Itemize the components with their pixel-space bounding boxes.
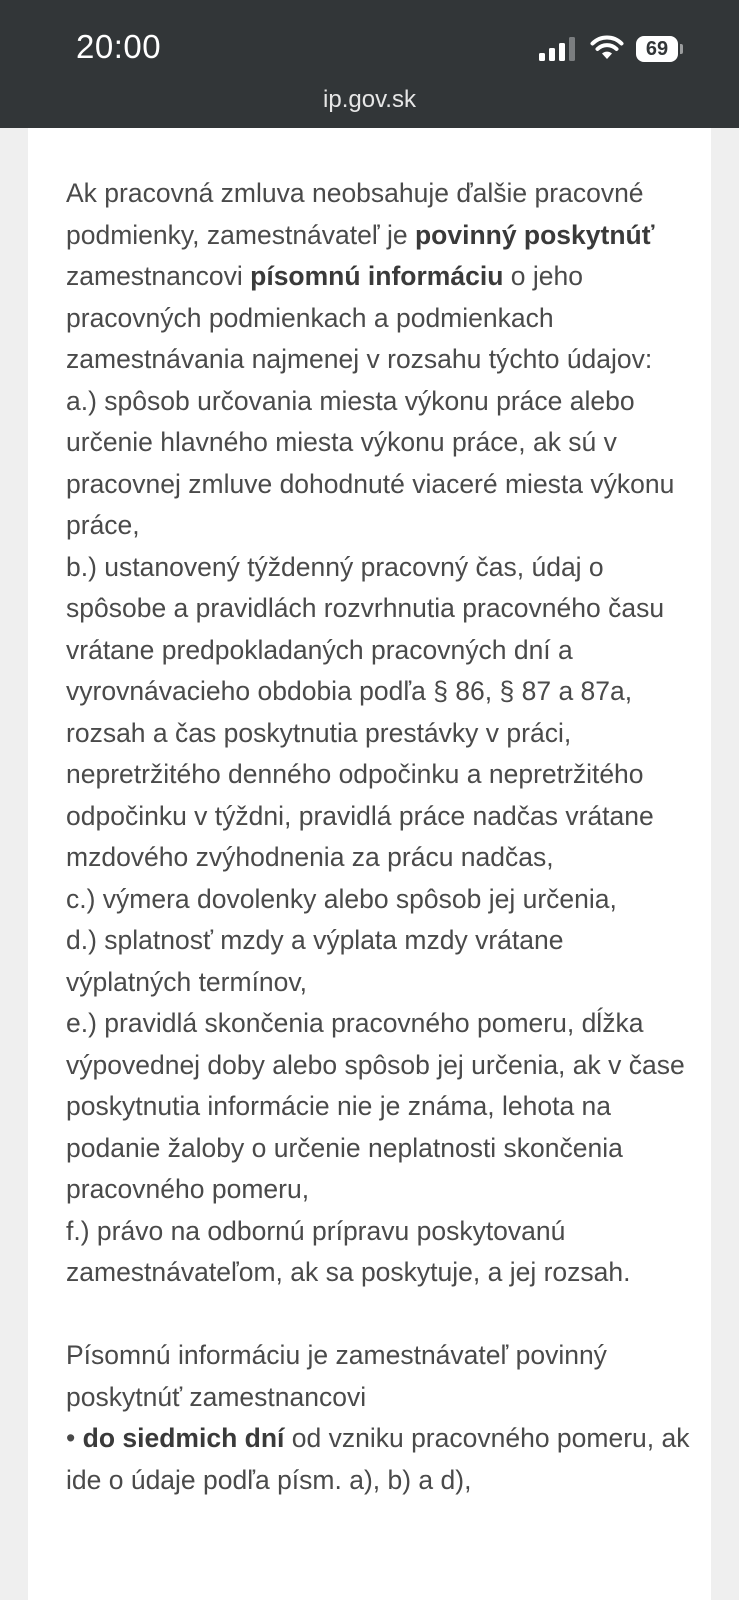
bold-written-info: písomnú informáciu: [250, 261, 504, 291]
bullet-item: • do siedmich dní od vzniku pracovného pomeru, ak ide o údaje podľa písm. a), b) a d),: [66, 1423, 690, 1495]
bold-deadline: do siedmich dní: [82, 1423, 285, 1453]
clock: 20:00: [76, 28, 162, 65]
article-card: [28, 128, 711, 1600]
address-bar-url[interactable]: ip.gov.sk: [323, 86, 416, 113]
bullet-marker: •: [66, 1423, 76, 1453]
list-item-c: c.) výmera dovolenky alebo spôsob jej určenia,: [66, 883, 617, 914]
status-bar: [0, 0, 739, 128]
list-item-f: f.) právo na odbornú prípravu poskytovanú zamestnávateľom, ak sa poskytuje, a jej rozsah.: [66, 1215, 631, 1287]
intro-paragraph: Ak pracovná zmluva neobsahuje ďalšie pracovné podmienky, zamestnávateľ je povinný poskytnúť zamestnancovi písomnú informáciu o jeho pracovných podmienkach a podmienkach zamestnávania najmenej v rozsahu týchto údajov:: [66, 178, 655, 374]
list-item-b: b.) ustanovený týždenný pracovný čas, údaj o spôsobe a pravidlách rozvrhnutia pracovného času vrátane predpokladaných pracovných dní a vyrovnávacieho obdobia podľa § 86, § 87 a 87a, rozsah a čas poskytnutia prestávky v práci, nepretržitého denného odpočinku a nepretržitého odpočinku v týždni, pravidlá práce nadčas vrátane mzdového zvýhodnenia za prácu nadčas,: [66, 551, 665, 872]
battery-icon: [636, 36, 682, 62]
list-item-e: e.) pravidlá skončenia pracovného pomeru, dĺžka výpovednej doby alebo spôsob jej určenia, ak v čase poskytnutia informácie nie je známa, lehota na podanie žaloby o určenie neplatnosti skončenia pracovného pomeru,: [66, 1008, 685, 1204]
battery-level: 69: [636, 36, 678, 62]
second-paragraph: Písomnú informáciu je zamestnávateľ povinný poskytnúť zamestnancovi: [66, 1340, 607, 1412]
list-item-d: d.) splatnosť mzdy a výplata mzdy vrátane výplatných termínov,: [66, 925, 564, 997]
cellular-signal-icon: [539, 37, 577, 61]
bold-obligation: povinný poskytnúť: [414, 219, 655, 250]
list-item-a: a.) spôsob určovania miesta výkonu práce alebo určenie hlavného miesta výkonu práce, ak sú v pracovnej zmluve dohodnuté viaceré miesta výkonu práce,: [66, 385, 675, 540]
wifi-icon: [590, 35, 624, 61]
article-text: [66, 173, 696, 1501]
